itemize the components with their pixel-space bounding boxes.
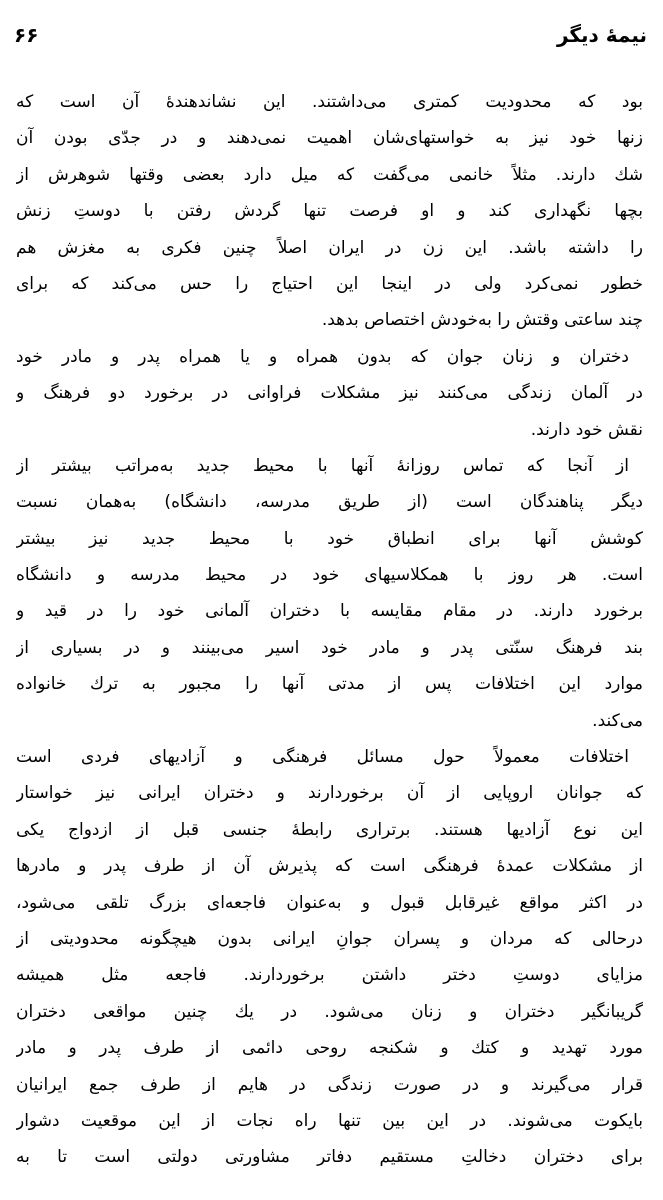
running-title: نیمهٔ دیگر [556, 23, 647, 47]
text-line: برخورد دارند. در مقام مقایسه با دختران آلمانی خود را در قید و [16, 601, 643, 622]
text-line: می‌کند. [592, 710, 643, 731]
text-line: از آنجا که تماس روزانهٔ آنها با محیط جدید به‌مراتب بیشتر از [16, 455, 629, 476]
text-line: درحالی که مردان و پسران جوانِ ایرانی بدون هیچگونه محدودیتی از [16, 928, 643, 949]
text-line: بود که محدودیت کمتری می‌داشتند. این نشاندهندهٔ آن است که [16, 92, 643, 112]
text-line: دختران و زنان جوان که بدون همراه و یا همراه پدر و مادر خود [16, 346, 629, 367]
text-line: اختلافات معمولاً حول مسائل فرهنگی و آزادیهای فردی است [16, 747, 629, 768]
text-line: بچها نگهداری کند و او فرصت تنها گردش رفتن با دوستِ زنش [16, 201, 643, 222]
text-line: قرار می‌گیرند و در صورت زندگی در هایم از طرف جمع ایرانیان [16, 1074, 643, 1095]
text-line: خطور نمی‌کرد ولی در اینجا این احتیاج را حس می‌کند که برای [16, 273, 643, 294]
text-line: این نوع آزادیها هستند. برتراری رابطهٔ جنسی قبل از ازدواج یکی [16, 819, 643, 840]
page-header [14, 20, 647, 54]
text-line: مزایای دوستِ دختر داشتن برخوردارند. فاجعه مثل همیشه [16, 965, 643, 986]
text-line: در آلمان زندگی می‌کنند نیز مشکلات فراوانی در برخورد دو فرهنگ و [16, 383, 643, 404]
text-line: دیگر پناهندگان است (از طریق مدرسه، دانشگاه) به‌همان نسبت [16, 492, 643, 513]
text-line: برای دختران دخالتِ مستقیم دفاتر مشاورتی دولتی است تا به [16, 1147, 643, 1168]
text-line: کوشش آنها برای انطباق خود با محیط جدید نیز بیشتر [16, 528, 643, 549]
text-line: که جوانان اروپایی از آن برخوردارند و دختران ایرانی نیز خواستار [16, 783, 643, 804]
text-line: زنها خود نیز به خواستهای‌شان اهمیت نمی‌دهند و در جدّی بودن آن [16, 128, 643, 149]
body-text [16, 84, 643, 1176]
text-line: را داشته باشد. این زن در ایران اصلاً چنین فکری به مغزش هم [16, 237, 643, 258]
text-line: است. هر روز با همکلاسیهای خود در محیط مدرسه و دانشگاه [16, 565, 643, 586]
text-line: از مشکلات عمدهٔ فرهنگی است که پذیرش آن از طرف پدر و مادرها [16, 856, 643, 877]
text-line: شك دارند. مثلاً خانمی می‌گفت که میل دارد بعضی وقتها شوهرش از [16, 164, 643, 185]
text-line: چند ساعتی وقتش را به‌خودش اختصاص بدهد. [321, 310, 643, 331]
text-line: در اکثر مواقع غیرقابل قبول و به‌عنوان فاجعه‌ای بزرگ تلقی می‌شود، [16, 892, 643, 913]
text-line: موارد این اختلافات پس از مدتی آنها را مجبور به ترك خانواده [16, 674, 643, 695]
page-number: ۶۶ [14, 23, 39, 47]
text-line: بند فرهنگ سنّتی پدر و مادر خود اسیر می‌بینند و در بسیاری از [16, 637, 643, 658]
text-line: گریبانگیر دختران و زنان می‌شود. در یك چنین مواقعی دختران [16, 1001, 643, 1022]
text-line: مورد تهدید و کتك و شکنجه روحی دائمی از طرف پدر و مادر [16, 1038, 643, 1059]
text-line: نقش خود دارند. [530, 419, 643, 440]
text-line: بایکوت می‌شوند. در این بین تنها راه نجات از این موقعیت دشوار [16, 1110, 643, 1131]
